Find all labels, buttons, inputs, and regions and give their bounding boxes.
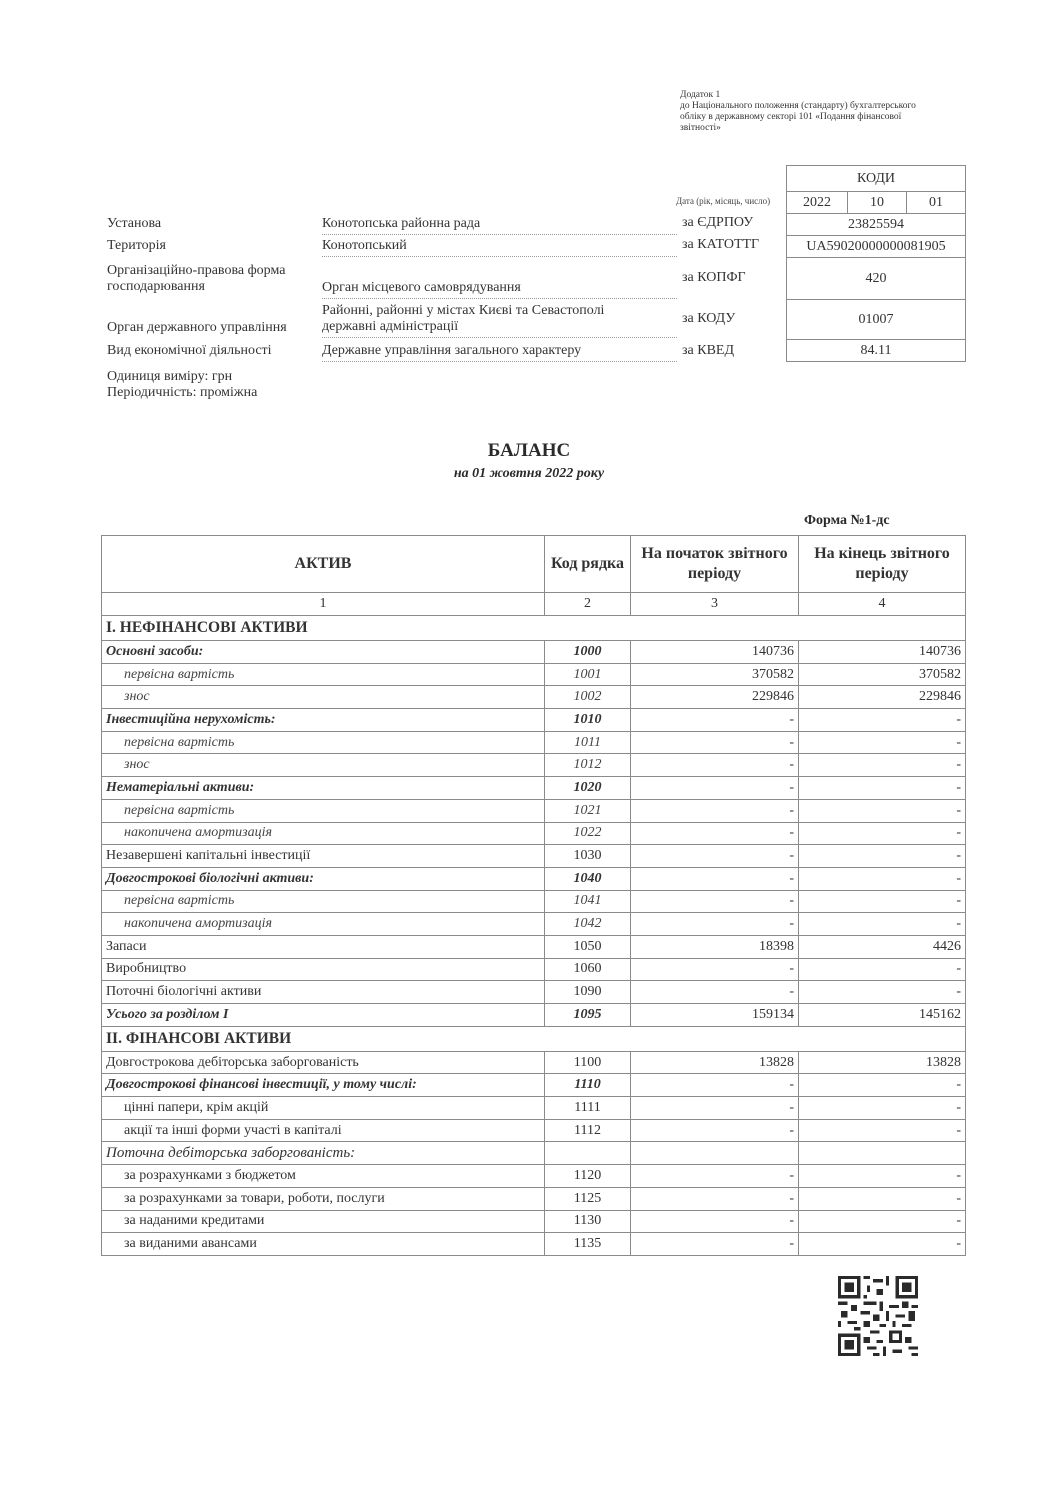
row-end-value: - xyxy=(799,867,966,890)
row-code: 1011 xyxy=(545,731,631,754)
row-code xyxy=(545,1142,631,1165)
row-name: Нематеріальні активи: xyxy=(102,777,545,800)
code-label-edrpou: за ЄДРПОУ xyxy=(682,215,754,230)
table-row xyxy=(102,1004,966,1027)
row-code: 1041 xyxy=(545,890,631,913)
row-code: 1090 xyxy=(545,981,631,1004)
section-row xyxy=(102,1026,966,1051)
row-start-value: - xyxy=(631,754,799,777)
row-end-value: 229846 xyxy=(799,686,966,709)
row-name: Виробництво xyxy=(102,958,545,981)
table-row xyxy=(102,663,966,686)
row-name: акції та інші форми участі в капіталі xyxy=(102,1119,545,1142)
row-code: 1095 xyxy=(545,1004,631,1027)
code-label-katottg: за КАТОТТГ xyxy=(682,237,760,252)
value-institution: Конотопська районна рада xyxy=(322,216,677,235)
value-territory: Конотопський xyxy=(322,238,677,257)
row-code: 1112 xyxy=(545,1119,631,1142)
header-start: На початок звітного періоду xyxy=(631,536,799,593)
row-name: Незавершені капітальні інвестиції xyxy=(102,845,545,868)
row-end-value: - xyxy=(799,1187,966,1210)
header-asset: АКТИВ xyxy=(102,536,545,593)
colnum-4: 4 xyxy=(799,593,966,616)
row-start-value: - xyxy=(631,1119,799,1142)
row-name: накопичена амортизація xyxy=(102,913,545,936)
row-name: Поточні біологічні активи xyxy=(102,981,545,1004)
code-edrpou: 23825594 xyxy=(787,214,966,236)
balance-table xyxy=(101,535,966,1256)
row-name: первісна вартість xyxy=(102,731,545,754)
label-activity: Вид економічної діяльності xyxy=(107,343,272,358)
row-code: 1021 xyxy=(545,799,631,822)
code-kodu: 01007 xyxy=(787,300,966,340)
value-gov-body: Районні, районні у містах Києві та Севастополі державні адміністрації xyxy=(322,303,677,338)
row-code: 1050 xyxy=(545,935,631,958)
row-end-value: - xyxy=(799,822,966,845)
table-row xyxy=(102,913,966,936)
table-row xyxy=(102,1210,966,1233)
date-month: 10 xyxy=(848,192,907,214)
table-row xyxy=(102,890,966,913)
row-code: 1040 xyxy=(545,867,631,890)
row-end-value: - xyxy=(799,890,966,913)
table-row xyxy=(102,731,966,754)
table-header-row xyxy=(102,536,966,593)
row-end-value: - xyxy=(799,731,966,754)
row-end-value: 370582 xyxy=(799,663,966,686)
section-title: І. НЕФІНАНСОВІ АКТИВИ xyxy=(102,616,966,641)
row-start-value: - xyxy=(631,822,799,845)
table-body xyxy=(102,616,966,1256)
row-start-value: - xyxy=(631,1187,799,1210)
row-code: 1110 xyxy=(545,1074,631,1097)
row-start-value: - xyxy=(631,1074,799,1097)
section-row xyxy=(102,616,966,641)
label-territory: Територія xyxy=(107,238,166,253)
header-code: Код рядка xyxy=(545,536,631,593)
row-start-value: - xyxy=(631,867,799,890)
row-start-value: - xyxy=(631,1210,799,1233)
unit-of-measure: Одиниця виміру: грн xyxy=(107,369,233,384)
row-name: Інвестиційна нерухомість: xyxy=(102,709,545,732)
column-number-row xyxy=(102,593,966,616)
appendix-line: обліку в державному секторі 101 «Подання фінансової xyxy=(680,112,902,122)
row-end-value: - xyxy=(799,1210,966,1233)
row-end-value xyxy=(799,1142,966,1165)
row-code: 1111 xyxy=(545,1097,631,1120)
row-name: первісна вартість xyxy=(102,799,545,822)
row-name: Довгострокові біологічні активи: xyxy=(102,867,545,890)
date-day: 01 xyxy=(907,192,966,214)
code-label-kopfg: за КОПФГ xyxy=(682,270,746,285)
row-code: 1022 xyxy=(545,822,631,845)
table-row xyxy=(102,1119,966,1142)
row-start-value: 13828 xyxy=(631,1051,799,1074)
row-end-value: - xyxy=(799,1233,966,1256)
row-code: 1100 xyxy=(545,1051,631,1074)
value-activity: Державне управління загального характеру xyxy=(322,343,677,362)
code-kopfg: 420 xyxy=(787,258,966,300)
row-code: 1020 xyxy=(545,777,631,800)
table-row xyxy=(102,845,966,868)
row-code: 1125 xyxy=(545,1187,631,1210)
value-legal-form: Орган місцевого самоврядування xyxy=(322,280,677,299)
appendix-line: звітності» xyxy=(680,123,721,133)
row-start-value: - xyxy=(631,731,799,754)
table-row xyxy=(102,1187,966,1210)
code-katottg: UA59020000000081905 xyxy=(787,236,966,258)
row-name: первісна вартість xyxy=(102,890,545,913)
row-end-value: 145162 xyxy=(799,1004,966,1027)
table-row xyxy=(102,867,966,890)
row-end-value: - xyxy=(799,1119,966,1142)
row-start-value: - xyxy=(631,1233,799,1256)
label-gov-body: Орган державного управління xyxy=(107,320,287,335)
row-name: Запаси xyxy=(102,935,545,958)
table-row xyxy=(102,754,966,777)
row-code: 1130 xyxy=(545,1210,631,1233)
table-row xyxy=(102,641,966,664)
label-institution: Установа xyxy=(107,216,162,231)
colnum-1: 1 xyxy=(102,593,545,616)
table-row xyxy=(102,777,966,800)
row-end-value: - xyxy=(799,754,966,777)
periodicity: Періодичність: проміжна xyxy=(107,385,258,400)
row-end-value: - xyxy=(799,958,966,981)
row-code: 1030 xyxy=(545,845,631,868)
form-number: Форма №1-дс xyxy=(804,513,890,528)
row-start-value: - xyxy=(631,1165,799,1188)
row-end-value: - xyxy=(799,799,966,822)
row-end-value: 4426 xyxy=(799,935,966,958)
row-name: за виданими авансами xyxy=(102,1233,545,1256)
date-label: Дата (рік, місяць, число) xyxy=(676,196,771,206)
header-end: На кінець звітного періоду xyxy=(799,536,966,593)
row-end-value: - xyxy=(799,1074,966,1097)
codes-header: КОДИ xyxy=(787,166,966,192)
row-start-value xyxy=(631,1142,799,1165)
table-row xyxy=(102,958,966,981)
row-name: Довгострокова дебіторська заборгованість xyxy=(102,1051,545,1074)
row-start-value: - xyxy=(631,958,799,981)
row-start-value: - xyxy=(631,1097,799,1120)
table-row xyxy=(102,1074,966,1097)
table-row xyxy=(102,935,966,958)
date-year: 2022 xyxy=(787,192,848,214)
row-end-value: - xyxy=(799,1097,966,1120)
row-name: Усього за розділом І xyxy=(102,1004,545,1027)
table-row xyxy=(102,799,966,822)
row-code: 1010 xyxy=(545,709,631,732)
row-end-value: - xyxy=(799,777,966,800)
row-name: за наданими кредитами xyxy=(102,1210,545,1233)
appendix-line: Додаток 1 xyxy=(680,90,721,100)
row-end-value: - xyxy=(799,709,966,732)
row-name: Поточна дебіторська заборгованість: xyxy=(102,1142,545,1165)
row-start-value: - xyxy=(631,890,799,913)
table-row xyxy=(102,981,966,1004)
code-label-kved: за КВЕД xyxy=(682,343,735,358)
row-start-value: 140736 xyxy=(631,641,799,664)
row-name: Довгострокові фінансові інвестиції, у тому числі: xyxy=(102,1074,545,1097)
row-start-value: - xyxy=(631,981,799,1004)
row-end-value: - xyxy=(799,1165,966,1188)
row-end-value: - xyxy=(799,845,966,868)
colnum-3: 3 xyxy=(631,593,799,616)
row-end-value: 140736 xyxy=(799,641,966,664)
table-row xyxy=(102,822,966,845)
row-start-value: 18398 xyxy=(631,935,799,958)
row-start-value: 229846 xyxy=(631,686,799,709)
row-code: 1012 xyxy=(545,754,631,777)
row-name: знос xyxy=(102,686,545,709)
row-code: 1120 xyxy=(545,1165,631,1188)
row-name: цінні папери, крім акцій xyxy=(102,1097,545,1120)
row-start-value: - xyxy=(631,709,799,732)
appendix-line: до Національного положення (стандарту) бухгалтерського xyxy=(680,101,916,111)
row-start-value: - xyxy=(631,777,799,800)
row-name: первісна вартість xyxy=(102,663,545,686)
row-code: 1000 xyxy=(545,641,631,664)
document-title: БАЛАНС xyxy=(487,440,571,461)
row-start-value: - xyxy=(631,799,799,822)
table-row xyxy=(102,1165,966,1188)
code-kved: 84.11 xyxy=(787,340,966,362)
table-row xyxy=(102,1233,966,1256)
label-legal-form: Організаційно-правова форма господарювання xyxy=(107,263,286,294)
document-subtitle: на 01 жовтня 2022 року xyxy=(453,466,605,481)
row-name: знос xyxy=(102,754,545,777)
colnum-2: 2 xyxy=(545,593,631,616)
row-name: за розрахунками з бюджетом xyxy=(102,1165,545,1188)
row-name: Основні засоби: xyxy=(102,641,545,664)
table-row xyxy=(102,709,966,732)
row-code: 1001 xyxy=(545,663,631,686)
units-block xyxy=(107,369,257,401)
row-start-value: 370582 xyxy=(631,663,799,686)
qr-code-icon xyxy=(838,1276,918,1356)
row-end-value: 13828 xyxy=(799,1051,966,1074)
table-row xyxy=(102,1142,966,1165)
appendix-note xyxy=(680,90,970,134)
row-end-value: - xyxy=(799,913,966,936)
row-name: за розрахунками за товари, роботи, послуги xyxy=(102,1187,545,1210)
section-title: ІІ. ФІНАНСОВІ АКТИВИ xyxy=(102,1026,966,1051)
table-row xyxy=(102,1097,966,1120)
row-code: 1135 xyxy=(545,1233,631,1256)
row-start-value: - xyxy=(631,913,799,936)
codes-table xyxy=(786,165,966,362)
code-label-kodu: за КОДУ xyxy=(682,311,736,326)
row-end-value: - xyxy=(799,981,966,1004)
row-code: 1002 xyxy=(545,686,631,709)
row-name: накопичена амортизація xyxy=(102,822,545,845)
row-start-value: 159134 xyxy=(631,1004,799,1027)
row-code: 1042 xyxy=(545,913,631,936)
table-row xyxy=(102,686,966,709)
row-start-value: - xyxy=(631,845,799,868)
table-row xyxy=(102,1051,966,1074)
row-code: 1060 xyxy=(545,958,631,981)
